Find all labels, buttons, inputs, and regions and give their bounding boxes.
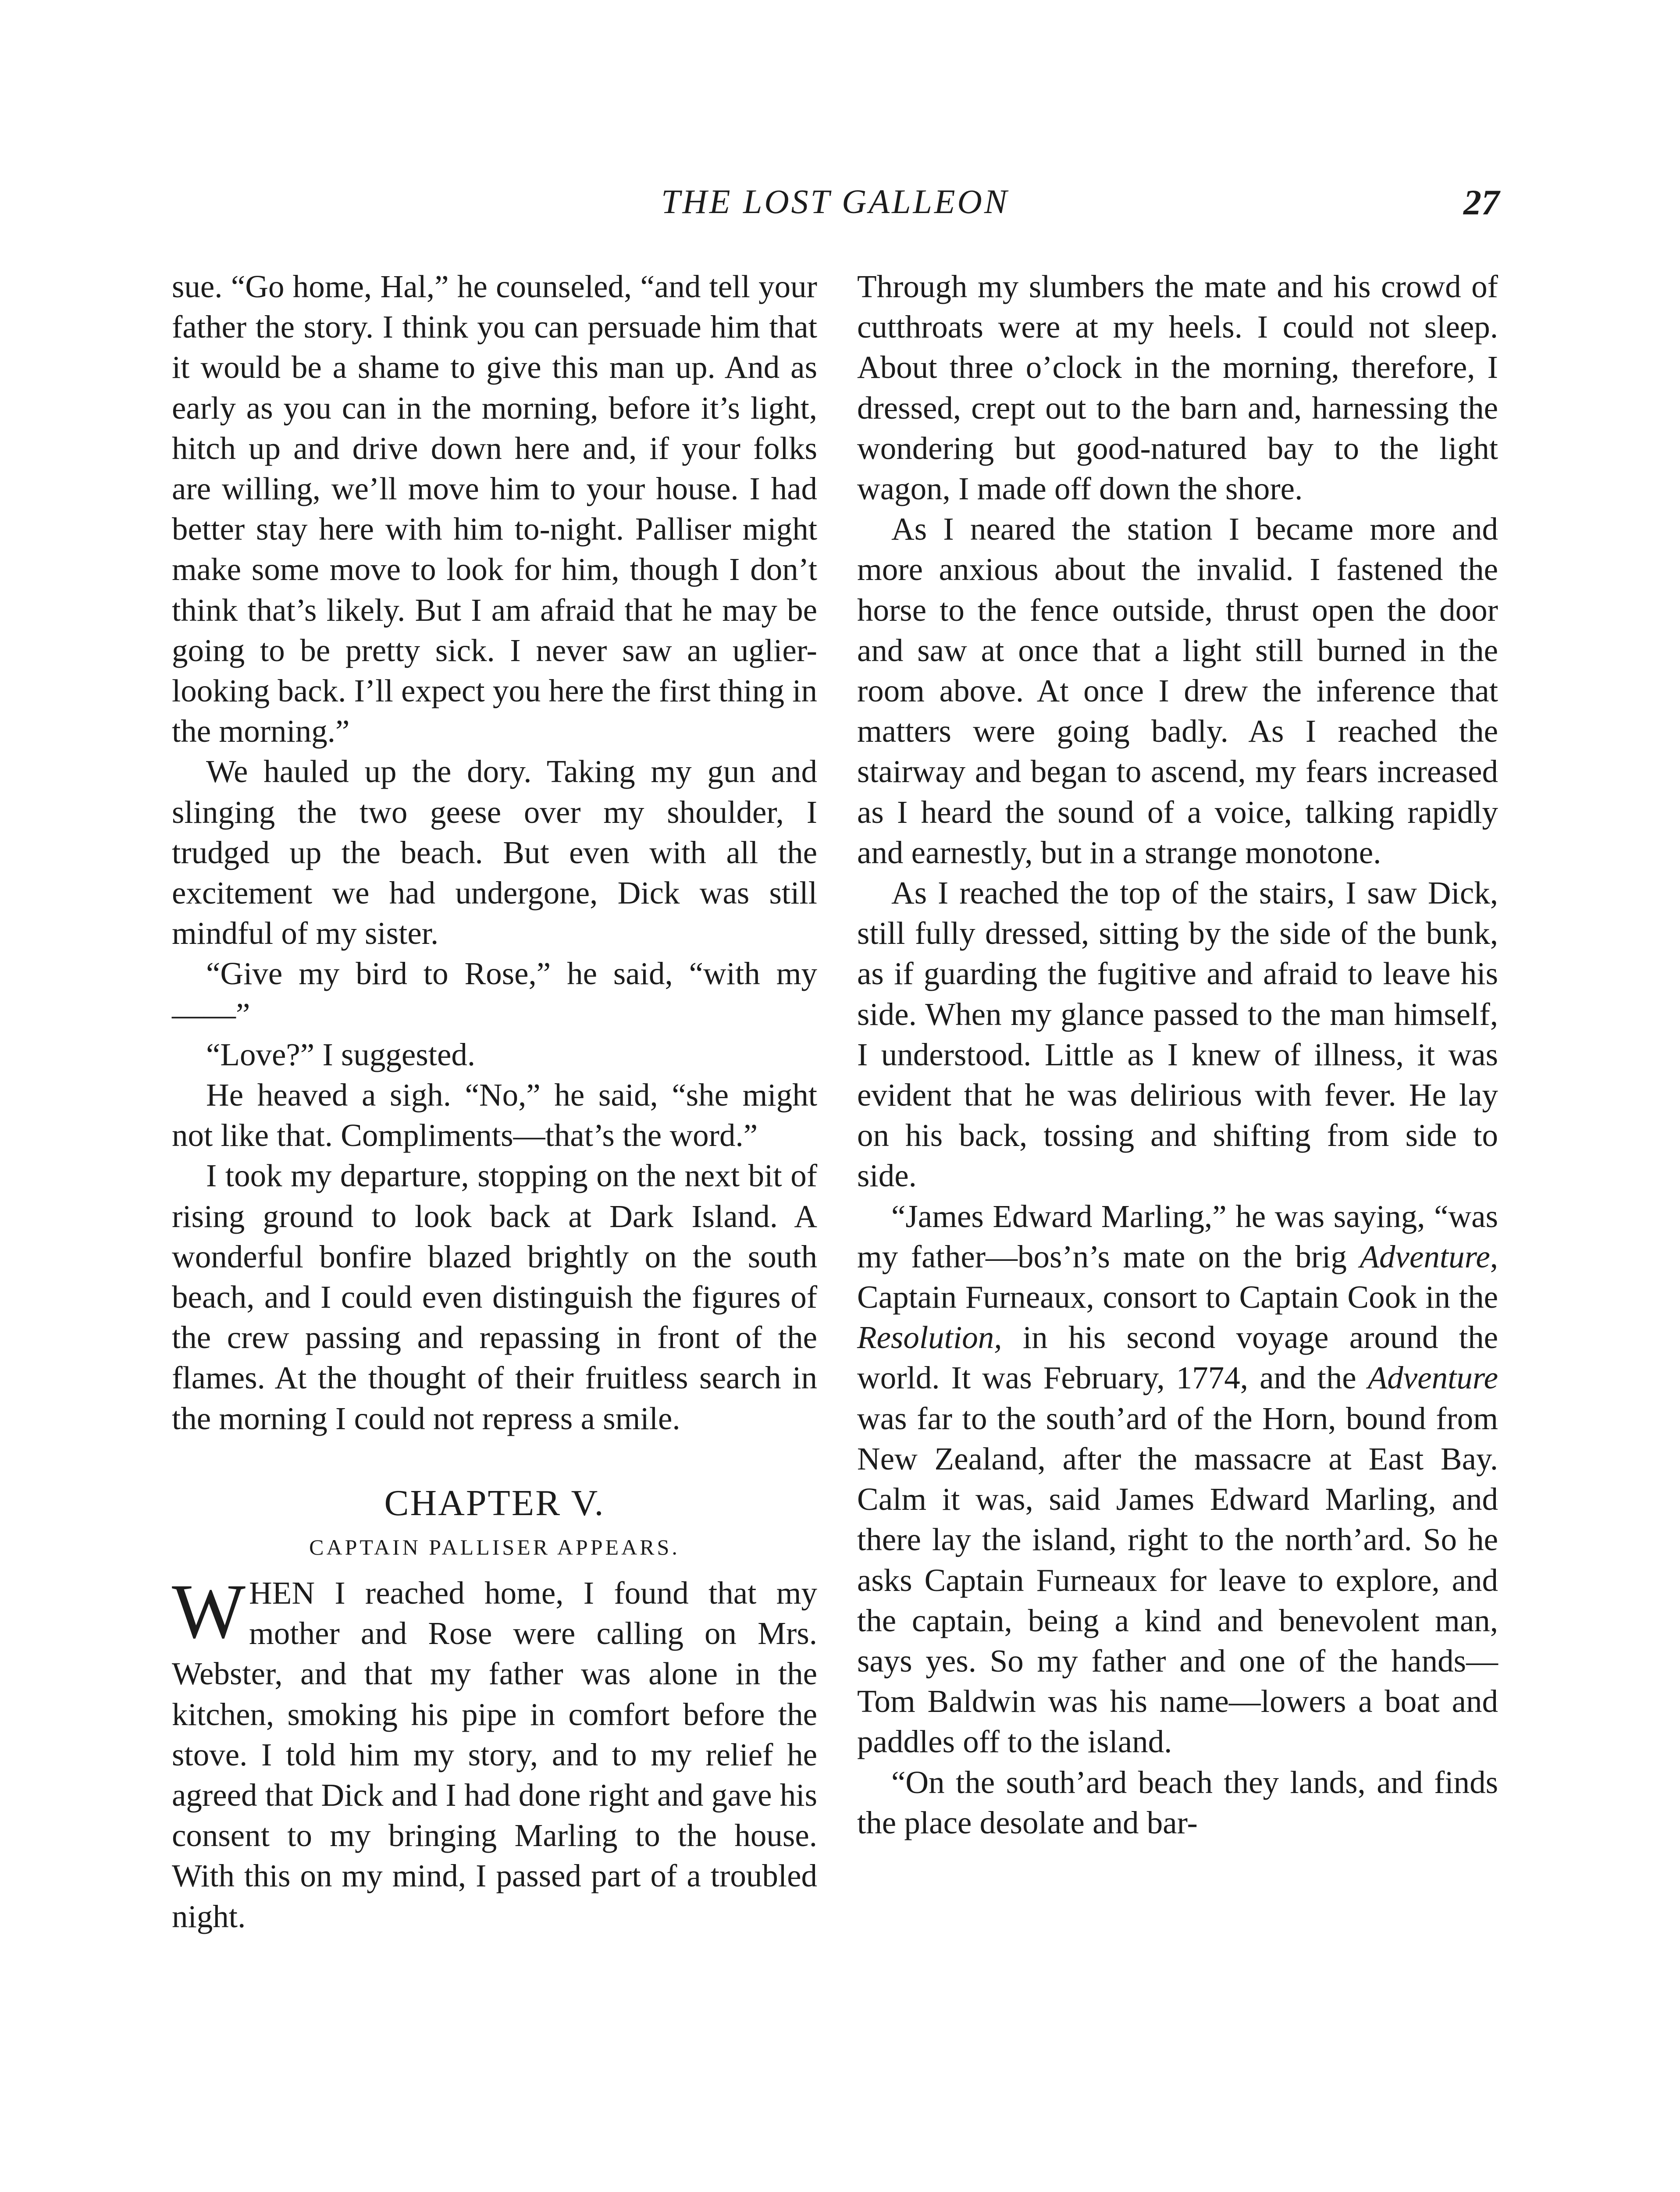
paragraph: We hauled up the dory. Taking my gun and slinging the two geese over my shoulder, I trudged up the beach. But even with all the excitement we had undergone, Dick was still mindful of my sister.	[172, 754, 817, 951]
paragraph: As I neared the station I became more and more anxious about the invalid. I fastened the horse to the fence outside, thrust open the door and saw at once that a light still burned in the room above. At once I drew the inference that matters were going badly. As I reached the stairway and began to ascend, my fears increased as I heard the sound of a voice, talking rapidly and earnestly, but in a strange monotone.	[857, 511, 1498, 870]
text-run: was far to the south’ard of the Horn, bound from New Zealand, after the massacre at East Bay. Calm it was, said James Edward Marling, and there lay the island, right to the north’ard. So he asks Captain Furneaux for leave to explore, and the captain, being a kind and benevolent man, says yes. So my father and one of the hands—Tom Baldwin was his name—lowers a boat and paddles off to the island.	[857, 1400, 1498, 1760]
ship-name: Adventure	[1360, 1238, 1490, 1274]
text-run: , Captain Furneaux, consort to Captain Cook in the	[857, 1238, 1498, 1315]
paragraph: “Love?” I suggested.	[206, 1036, 476, 1072]
paragraph: Through my slumbers the mate and his crowd of cutthroats were at my heels. I could not sleep. About three o’clock in the morning, therefore, I dressed, crept out to the barn and, harnessing the wondering but good-natured bay to the light wagon, I made off down the shore.	[857, 269, 1498, 507]
chapter-opening-paragraph	[172, 1567, 817, 1937]
page-header	[171, 182, 1499, 235]
paragraph: sue. “Go home, Hal,” he counseled, “and tell your father the story. I think you can persuade him that it would be a shame to give this man up. And as early as you can in the morning, before it’s light, hitch up and drive down here and, if your folks are willing, we’ll move him to your house. I had better stay here with him to-night. Palliser might make some move to look for him, though I don’t think that’s likely. But I am afraid that he may be going to be pretty sick. I never saw an uglier-looking back. I’ll expect you here the first thing in the morning.”	[172, 269, 817, 749]
paragraph: “On the south’ard beach they lands, and finds the place desolate and bar-	[857, 1764, 1498, 1840]
text-run: “James Edward Marling,” he was saying, “was my father—bos’n’s mate on the brig	[857, 1198, 1498, 1274]
drop-cap: W	[172, 1567, 246, 1655]
text-run: in his second voyage around the world. It was February, 1774, and the	[857, 1320, 1498, 1396]
right-column	[857, 267, 1498, 1843]
paragraph	[857, 1196, 1498, 1762]
ship-name: Resolution,	[857, 1320, 1002, 1356]
paragraph: “Give my bird to Rose,” he said, “with my——”	[172, 956, 817, 1032]
paragraph-text: HEN I reached home, I found that my mother and Rose were calling on Mrs. Webster, and that my father was alone in the kitchen, smoking his pipe in comfort before the stove. I told him my story, and to my relief he agreed that Dick and I had done right and gave his consent to my bringing Marling to the house. With this on my mind, I passed part of a troubled night.	[172, 1575, 817, 1934]
paragraph: I took my departure, stopping on the next bit of rising ground to look back at Dark Island. A wonderful bonfire blazed brightly on the south beach, and I could even distinguish the figures of the crew passing and repassing in front of the flames. At the thought of their fruitless search in the morning I could not repress a smile.	[172, 1158, 817, 1436]
running-title: THE LOST GALLEON	[661, 182, 1009, 221]
paragraph: As I reached the top of the stairs, I saw Dick, still fully dressed, sitting by the side of the bunk, as if guarding the fugitive and afraid to leave his side. When my glance passed to the man himself, I understood. Little as I knew of illness, it was evident that he was delirious with fever. He lay on his back, tossing and shifting from side to side.	[857, 875, 1498, 1194]
left-column	[172, 267, 817, 1937]
chapter-heading: CHAPTER V.	[384, 1482, 605, 1523]
paragraph: He heaved a sigh. “No,” he said, “she might not like that. Compliments—that’s the word.”	[172, 1077, 817, 1153]
page-number: 27	[1463, 182, 1499, 222]
chapter-subtitle: CAPTAIN PALLISER APPEARS.	[309, 1534, 680, 1559]
ship-name: Adventure	[1367, 1360, 1498, 1396]
